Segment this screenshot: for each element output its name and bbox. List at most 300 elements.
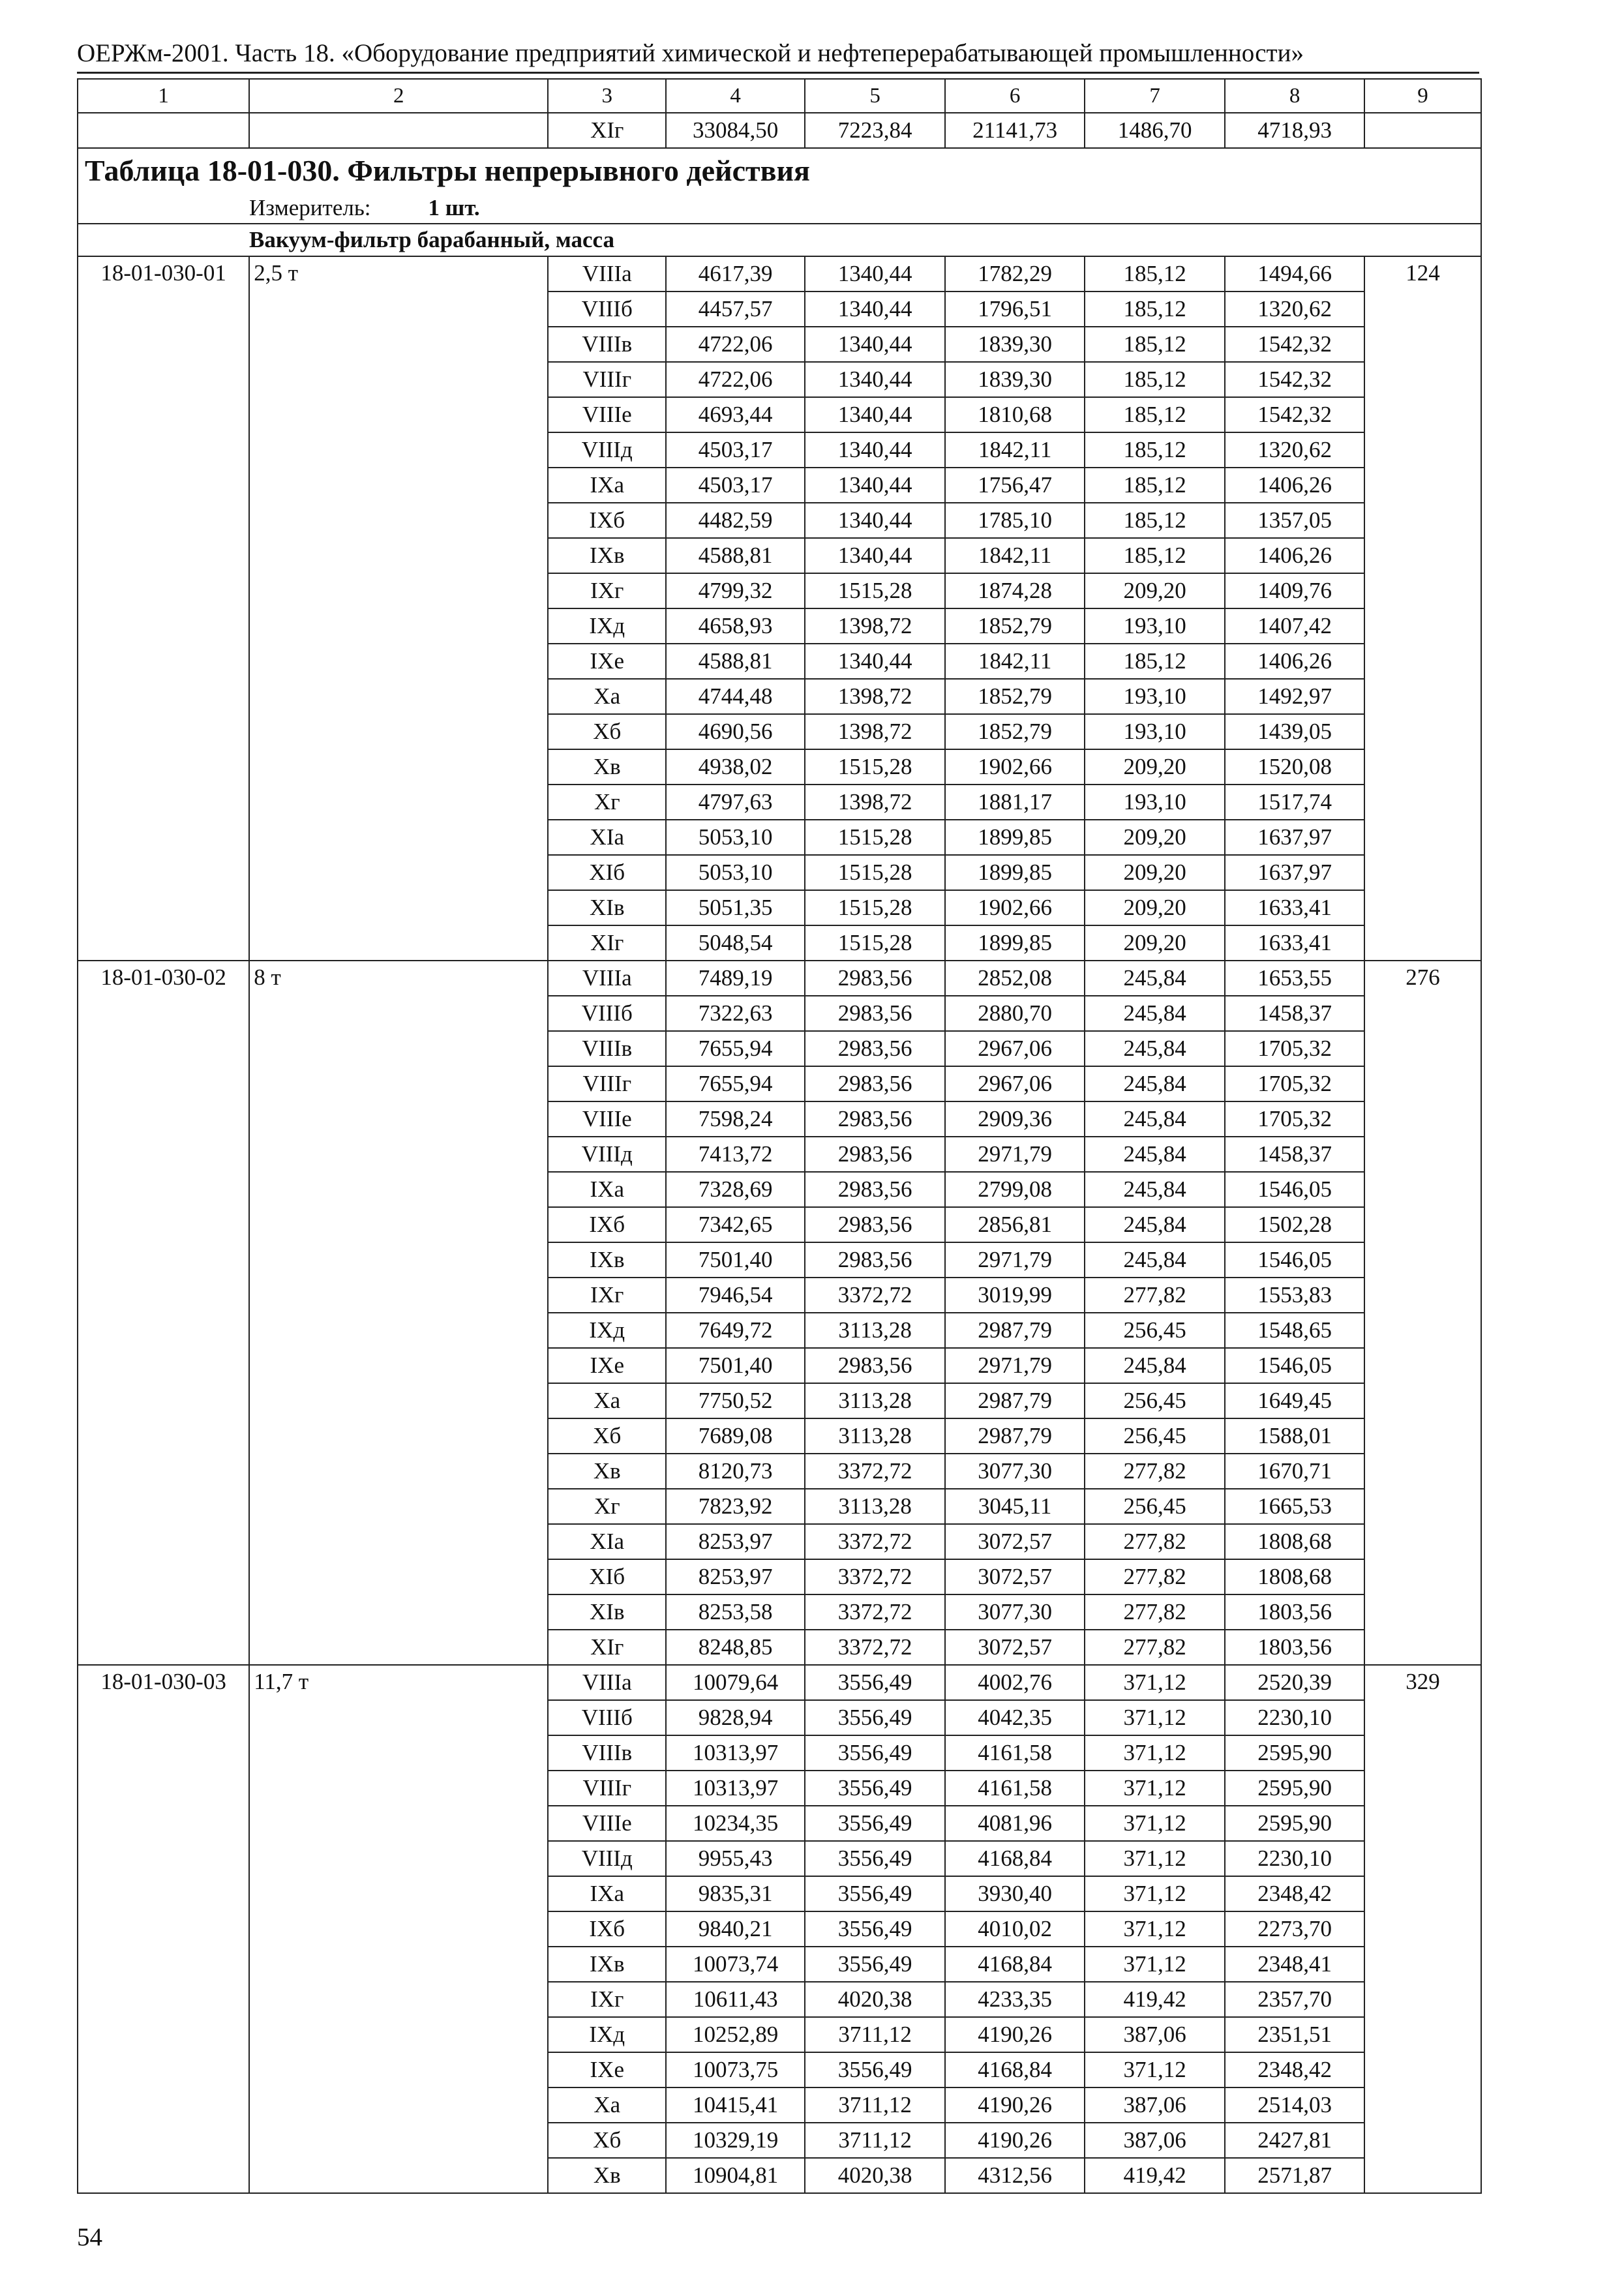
- value-cell: 4190,26: [945, 2123, 1085, 2158]
- value-cell: 371,12: [1085, 1700, 1225, 1735]
- value-cell: 277,82: [1085, 1559, 1225, 1594]
- page-header: ОЕРЖм-2001. Часть 18. «Оборудование предприятий химической и нефтеперерабатывающей промышленности»: [77, 38, 1479, 74]
- value-cell: 4457,57: [666, 292, 805, 327]
- zone-cell: Xб: [548, 2123, 666, 2158]
- value-cell: 3072,57: [945, 1630, 1085, 1665]
- value-cell: 1808,68: [1225, 1524, 1364, 1559]
- value-cell: 371,12: [1085, 1806, 1225, 1841]
- mass-cell: 11,7 т: [249, 1665, 548, 2193]
- value-cell: 2880,70: [945, 996, 1085, 1031]
- rates-table: [77, 78, 1482, 2194]
- value-cell: 245,84: [1085, 1242, 1225, 1278]
- value-cell: 1340,44: [805, 327, 945, 362]
- value-cell: 277,82: [1085, 1594, 1225, 1630]
- value-cell: 1340,44: [805, 256, 945, 292]
- zone-cell: XIв: [548, 890, 666, 925]
- value-cell: 419,42: [1085, 2158, 1225, 2193]
- zone-cell: Xв: [548, 749, 666, 785]
- value-cell: 3372,72: [805, 1524, 945, 1559]
- value-cell: 1340,44: [805, 397, 945, 432]
- value-cell: 4081,96: [945, 1806, 1085, 1841]
- value-cell: 4503,17: [666, 432, 805, 468]
- value-cell: 1458,37: [1225, 1137, 1364, 1172]
- zone-cell: VIIIв: [548, 1735, 666, 1771]
- value-cell: 2230,10: [1225, 1700, 1364, 1735]
- zone-cell: VIIIб: [548, 1700, 666, 1735]
- value-cell: 4161,58: [945, 1735, 1085, 1771]
- rate-code: 18-01-030-01: [78, 256, 249, 961]
- zone-cell: VIIIв: [548, 1031, 666, 1066]
- value-cell: 419,42: [1085, 1982, 1225, 2017]
- mass-cell: 8 т: [249, 961, 548, 1665]
- value-cell: 245,84: [1085, 1031, 1225, 1066]
- zone-cell: VIIIе: [548, 1806, 666, 1841]
- value-cell: 1874,28: [945, 573, 1085, 608]
- zone-cell: IXг: [548, 1278, 666, 1313]
- value-cell: 256,45: [1085, 1313, 1225, 1348]
- value-cell: 193,10: [1085, 785, 1225, 820]
- value-cell: 1515,28: [805, 855, 945, 890]
- zone-cell: IXд: [548, 1313, 666, 1348]
- value-cell: 3072,57: [945, 1559, 1085, 1594]
- zone-cell: Xг: [548, 1489, 666, 1524]
- zone-cell: IXб: [548, 503, 666, 538]
- value-cell: 1546,05: [1225, 1242, 1364, 1278]
- table-row: [78, 1665, 1481, 1700]
- value-cell: 2520,39: [1225, 1665, 1364, 1700]
- value-cell: 10073,74: [666, 1947, 805, 1982]
- value-cell: 7689,08: [666, 1418, 805, 1454]
- value-cell: 1340,44: [805, 468, 945, 503]
- value-cell: 185,12: [1085, 397, 1225, 432]
- value-cell: 7223,84: [805, 113, 945, 148]
- value-cell: 185,12: [1085, 256, 1225, 292]
- column-number: 8: [1225, 79, 1364, 113]
- value-cell: 2983,56: [805, 961, 945, 996]
- zone-cell: IXб: [548, 1911, 666, 1947]
- value-cell: 185,12: [1085, 362, 1225, 397]
- value-cell: 1637,97: [1225, 820, 1364, 855]
- zone-cell: VIIIа: [548, 1665, 666, 1700]
- carry-over-row: [78, 113, 1481, 148]
- value-cell: 387,06: [1085, 2123, 1225, 2158]
- section-title: Вакуум-фильтр барабанный, масса: [78, 224, 1481, 256]
- zone-cell: IXд: [548, 2017, 666, 2052]
- zone-cell: VIIIа: [548, 256, 666, 292]
- value-cell: 3556,49: [805, 1771, 945, 1806]
- value-cell: 2983,56: [805, 1242, 945, 1278]
- value-cell: 4799,32: [666, 573, 805, 608]
- value-cell: 185,12: [1085, 292, 1225, 327]
- value-cell: 2983,56: [805, 1101, 945, 1137]
- value-cell: 209,20: [1085, 573, 1225, 608]
- value-cell: 1649,45: [1225, 1383, 1364, 1418]
- value-cell: 9828,94: [666, 1700, 805, 1735]
- zone-cell: IXв: [548, 1242, 666, 1278]
- value-cell: 2967,06: [945, 1031, 1085, 1066]
- zone-cell: Xа: [548, 1383, 666, 1418]
- value-cell: 2987,79: [945, 1418, 1085, 1454]
- value-cell: 10415,41: [666, 2087, 805, 2123]
- value-cell: 9840,21: [666, 1911, 805, 1947]
- value-cell: 1542,32: [1225, 327, 1364, 362]
- value-cell: 4722,06: [666, 327, 805, 362]
- value-cell: 10313,97: [666, 1771, 805, 1806]
- value-cell: 10611,43: [666, 1982, 805, 2017]
- value-cell: 3372,72: [805, 1559, 945, 1594]
- zone-cell: VIIIе: [548, 1101, 666, 1137]
- table-row: [78, 961, 1481, 996]
- column-number: 7: [1085, 79, 1225, 113]
- value-cell: 245,84: [1085, 996, 1225, 1031]
- zone-cell: VIIIд: [548, 432, 666, 468]
- zone-cell: Xа: [548, 679, 666, 714]
- zone-cell: XIб: [548, 1559, 666, 1594]
- value-cell: 1653,55: [1225, 961, 1364, 996]
- value-cell: 3556,49: [805, 1806, 945, 1841]
- value-cell: 1515,28: [805, 925, 945, 961]
- value-cell: 371,12: [1085, 1735, 1225, 1771]
- value-cell: 245,84: [1085, 1101, 1225, 1137]
- value-cell: 277,82: [1085, 1524, 1225, 1559]
- value-cell: 1398,72: [805, 679, 945, 714]
- value-cell: 1486,70: [1085, 113, 1225, 148]
- value-cell: 10252,89: [666, 2017, 805, 2052]
- value-cell: 1340,44: [805, 644, 945, 679]
- value-cell: 1839,30: [945, 327, 1085, 362]
- value-cell: 7342,65: [666, 1207, 805, 1242]
- value-cell: 1407,42: [1225, 608, 1364, 644]
- rate-code: 18-01-030-03: [78, 1665, 249, 2193]
- value-cell: 1902,66: [945, 890, 1085, 925]
- rate-code: 18-01-030-02: [78, 961, 249, 1665]
- value-cell: 4797,63: [666, 785, 805, 820]
- value-cell: 4042,35: [945, 1700, 1085, 1735]
- value-cell: 2595,90: [1225, 1771, 1364, 1806]
- value-cell: 1842,11: [945, 538, 1085, 573]
- value-cell: 4020,38: [805, 1982, 945, 2017]
- value-cell: 1492,97: [1225, 679, 1364, 714]
- value-cell: 4020,38: [805, 2158, 945, 2193]
- value-cell: 1588,01: [1225, 1418, 1364, 1454]
- value-cell: 1810,68: [945, 397, 1085, 432]
- value-cell: 2983,56: [805, 1172, 945, 1207]
- value-cell: 2983,56: [805, 1137, 945, 1172]
- value-cell: 371,12: [1085, 1841, 1225, 1876]
- value-cell: 3556,49: [805, 1841, 945, 1876]
- value-cell: 4482,59: [666, 503, 805, 538]
- value-cell: 1340,44: [805, 362, 945, 397]
- value-cell: 209,20: [1085, 855, 1225, 890]
- value-cell: 1546,05: [1225, 1348, 1364, 1383]
- value-cell: 371,12: [1085, 1771, 1225, 1806]
- value-cell: 1852,79: [945, 679, 1085, 714]
- value-cell: 7823,92: [666, 1489, 805, 1524]
- section-row: [78, 224, 1481, 256]
- value-cell: 21141,73: [945, 113, 1085, 148]
- value-cell: 2348,42: [1225, 1876, 1364, 1911]
- zone-cell: XIа: [548, 1524, 666, 1559]
- zone-cell: Xв: [548, 1454, 666, 1489]
- value-cell: 7413,72: [666, 1137, 805, 1172]
- value-cell: 3711,12: [805, 2087, 945, 2123]
- value-cell: 3113,28: [805, 1489, 945, 1524]
- value-cell: 1899,85: [945, 925, 1085, 961]
- value-cell: 371,12: [1085, 1911, 1225, 1947]
- value-cell: 4617,39: [666, 256, 805, 292]
- zone-cell: XIг: [548, 113, 666, 148]
- value-cell: 4168,84: [945, 1947, 1085, 1982]
- value-cell: 256,45: [1085, 1418, 1225, 1454]
- value-cell: 209,20: [1085, 749, 1225, 785]
- zone-cell: VIIIв: [548, 327, 666, 362]
- value-cell: 4168,84: [945, 1841, 1085, 1876]
- value-cell: 3072,57: [945, 1524, 1085, 1559]
- zone-cell: Xв: [548, 2158, 666, 2193]
- value-cell: 245,84: [1085, 961, 1225, 996]
- value-cell: 2987,79: [945, 1313, 1085, 1348]
- value-cell: 4744,48: [666, 679, 805, 714]
- col9-cell: 124: [1364, 256, 1481, 961]
- value-cell: 7322,63: [666, 996, 805, 1031]
- value-cell: 4938,02: [666, 749, 805, 785]
- value-cell: 1803,56: [1225, 1630, 1364, 1665]
- value-cell: 5053,10: [666, 820, 805, 855]
- value-cell: 2351,51: [1225, 2017, 1364, 2052]
- value-cell: 185,12: [1085, 468, 1225, 503]
- value-cell: 2514,03: [1225, 2087, 1364, 2123]
- value-cell: 371,12: [1085, 1665, 1225, 1700]
- value-cell: 7649,72: [666, 1313, 805, 1348]
- zone-cell: VIIIд: [548, 1137, 666, 1172]
- value-cell: 1406,26: [1225, 538, 1364, 573]
- value-cell: 3556,49: [805, 1735, 945, 1771]
- value-cell: 1340,44: [805, 538, 945, 573]
- value-cell: 1852,79: [945, 714, 1085, 749]
- value-cell: 9835,31: [666, 1876, 805, 1911]
- value-cell: 5048,54: [666, 925, 805, 961]
- zone-cell: XIа: [548, 820, 666, 855]
- value-cell: 7655,94: [666, 1066, 805, 1101]
- value-cell: 277,82: [1085, 1454, 1225, 1489]
- value-cell: 1340,44: [805, 503, 945, 538]
- value-cell: 245,84: [1085, 1137, 1225, 1172]
- value-cell: 2571,87: [1225, 2158, 1364, 2193]
- zone-cell: VIIIб: [548, 292, 666, 327]
- value-cell: 3711,12: [805, 2017, 945, 2052]
- value-cell: 371,12: [1085, 1947, 1225, 1982]
- value-cell: 8248,85: [666, 1630, 805, 1665]
- value-cell: 8120,73: [666, 1454, 805, 1489]
- value-cell: 277,82: [1085, 1278, 1225, 1313]
- mass-cell: 2,5 т: [249, 256, 548, 961]
- value-cell: 10234,35: [666, 1806, 805, 1841]
- value-cell: 1633,41: [1225, 925, 1364, 961]
- value-cell: 4588,81: [666, 644, 805, 679]
- zone-cell: IXе: [548, 1348, 666, 1383]
- zone-cell: IXа: [548, 1876, 666, 1911]
- value-cell: 1546,05: [1225, 1172, 1364, 1207]
- value-cell: 1899,85: [945, 820, 1085, 855]
- value-cell: 8253,58: [666, 1594, 805, 1630]
- value-cell: 3930,40: [945, 1876, 1085, 1911]
- zone-cell: XIб: [548, 855, 666, 890]
- value-cell: 4503,17: [666, 468, 805, 503]
- value-cell: 1705,32: [1225, 1101, 1364, 1137]
- value-cell: 371,12: [1085, 1876, 1225, 1911]
- value-cell: 4722,06: [666, 362, 805, 397]
- value-cell: 185,12: [1085, 538, 1225, 573]
- value-cell: 2983,56: [805, 1031, 945, 1066]
- value-cell: 3077,30: [945, 1454, 1085, 1489]
- zone-cell: IXе: [548, 2052, 666, 2087]
- value-cell: 1785,10: [945, 503, 1085, 538]
- zone-cell: IXа: [548, 468, 666, 503]
- measure-label: Измеритель:: [249, 195, 371, 220]
- value-cell: 277,82: [1085, 1630, 1225, 1665]
- value-cell: 4312,56: [945, 2158, 1085, 2193]
- value-cell: 2983,56: [805, 1066, 945, 1101]
- value-cell: 1842,11: [945, 644, 1085, 679]
- value-cell: 1852,79: [945, 608, 1085, 644]
- value-cell: 1515,28: [805, 890, 945, 925]
- value-cell: 3372,72: [805, 1630, 945, 1665]
- value-cell: 1398,72: [805, 714, 945, 749]
- value-cell: 10904,81: [666, 2158, 805, 2193]
- zone-cell: VIIIе: [548, 397, 666, 432]
- zone-cell: VIIIд: [548, 1841, 666, 1876]
- value-cell: 4693,44: [666, 397, 805, 432]
- value-cell: 2595,90: [1225, 1735, 1364, 1771]
- value-cell: 209,20: [1085, 925, 1225, 961]
- value-cell: 1494,66: [1225, 256, 1364, 292]
- value-cell: 1340,44: [805, 432, 945, 468]
- value-cell: 1515,28: [805, 820, 945, 855]
- zone-cell: IXг: [548, 1982, 666, 2017]
- zone-cell: Xб: [548, 1418, 666, 1454]
- value-cell: 1637,97: [1225, 855, 1364, 890]
- value-cell: 3711,12: [805, 2123, 945, 2158]
- value-cell: 33084,50: [666, 113, 805, 148]
- value-cell: 1839,30: [945, 362, 1085, 397]
- value-cell: 1553,83: [1225, 1278, 1364, 1313]
- value-cell: 1406,26: [1225, 644, 1364, 679]
- value-cell: 4010,02: [945, 1911, 1085, 1947]
- value-cell: 10329,19: [666, 2123, 805, 2158]
- value-cell: 3077,30: [945, 1594, 1085, 1630]
- value-cell: 7501,40: [666, 1242, 805, 1278]
- value-cell: 1458,37: [1225, 996, 1364, 1031]
- value-cell: 1409,76: [1225, 573, 1364, 608]
- value-cell: 387,06: [1085, 2017, 1225, 2052]
- value-cell: 1803,56: [1225, 1594, 1364, 1630]
- value-cell: 2987,79: [945, 1383, 1085, 1418]
- column-number: 3: [548, 79, 666, 113]
- value-cell: 256,45: [1085, 1383, 1225, 1418]
- value-cell: 1542,32: [1225, 362, 1364, 397]
- zone-cell: VIIIб: [548, 996, 666, 1031]
- value-cell: 1398,72: [805, 608, 945, 644]
- table-title: Таблица 18-01-030. Фильтры непрерывного действия: [78, 148, 1481, 193]
- value-cell: 4168,84: [945, 2052, 1085, 2087]
- value-cell: 1705,32: [1225, 1031, 1364, 1066]
- value-cell: 1796,51: [945, 292, 1085, 327]
- value-cell: 185,12: [1085, 644, 1225, 679]
- value-cell: 1520,08: [1225, 749, 1364, 785]
- value-cell: 3372,72: [805, 1594, 945, 1630]
- value-cell: 4690,56: [666, 714, 805, 749]
- column-number: 5: [805, 79, 945, 113]
- value-cell: 1881,17: [945, 785, 1085, 820]
- value-cell: 1633,41: [1225, 890, 1364, 925]
- value-cell: 3556,49: [805, 1947, 945, 1982]
- value-cell: 4002,76: [945, 1665, 1085, 1700]
- zone-cell: IXг: [548, 573, 666, 608]
- value-cell: 1320,62: [1225, 292, 1364, 327]
- value-cell: 7489,19: [666, 961, 805, 996]
- value-cell: 245,84: [1085, 1207, 1225, 1242]
- value-cell: 1705,32: [1225, 1066, 1364, 1101]
- zone-cell: VIIIг: [548, 1771, 666, 1806]
- value-cell: 2348,42: [1225, 2052, 1364, 2087]
- value-cell: 3556,49: [805, 1700, 945, 1735]
- value-cell: 7655,94: [666, 1031, 805, 1066]
- value-cell: 1439,05: [1225, 714, 1364, 749]
- value-cell: 3556,49: [805, 2052, 945, 2087]
- value-cell: 10313,97: [666, 1735, 805, 1771]
- value-cell: 1515,28: [805, 573, 945, 608]
- value-cell: 193,10: [1085, 714, 1225, 749]
- value-cell: 193,10: [1085, 608, 1225, 644]
- value-cell: 1756,47: [945, 468, 1085, 503]
- value-cell: 1320,62: [1225, 432, 1364, 468]
- zone-cell: Xб: [548, 714, 666, 749]
- value-cell: 245,84: [1085, 1066, 1225, 1101]
- column-number: 9: [1364, 79, 1481, 113]
- value-cell: 2357,70: [1225, 1982, 1364, 2017]
- value-cell: 387,06: [1085, 2087, 1225, 2123]
- value-cell: 7750,52: [666, 1383, 805, 1418]
- value-cell: 2799,08: [945, 1172, 1085, 1207]
- value-cell: 2983,56: [805, 996, 945, 1031]
- value-cell: 3019,99: [945, 1278, 1085, 1313]
- value-cell: 3372,72: [805, 1454, 945, 1489]
- value-cell: 4190,26: [945, 2017, 1085, 2052]
- value-cell: 2852,08: [945, 961, 1085, 996]
- measure-row: [78, 193, 1481, 224]
- value-cell: 4233,35: [945, 1982, 1085, 2017]
- value-cell: 2971,79: [945, 1348, 1085, 1383]
- value-cell: 209,20: [1085, 890, 1225, 925]
- value-cell: 2971,79: [945, 1137, 1085, 1172]
- value-cell: 7501,40: [666, 1348, 805, 1383]
- value-cell: 10073,75: [666, 2052, 805, 2087]
- value-cell: 2967,06: [945, 1066, 1085, 1101]
- zone-cell: XIг: [548, 925, 666, 961]
- zone-cell: Xг: [548, 785, 666, 820]
- col9-cell: 329: [1364, 1665, 1481, 2193]
- value-cell: 2595,90: [1225, 1806, 1364, 1841]
- measure: [78, 193, 1481, 224]
- value-cell: 1842,11: [945, 432, 1085, 468]
- table-row: [78, 256, 1481, 292]
- value-cell: 185,12: [1085, 432, 1225, 468]
- zone-cell: Xа: [548, 2087, 666, 2123]
- value-cell: 2971,79: [945, 1242, 1085, 1278]
- value-cell: 1902,66: [945, 749, 1085, 785]
- zone-cell: IXв: [548, 538, 666, 573]
- value-cell: 185,12: [1085, 327, 1225, 362]
